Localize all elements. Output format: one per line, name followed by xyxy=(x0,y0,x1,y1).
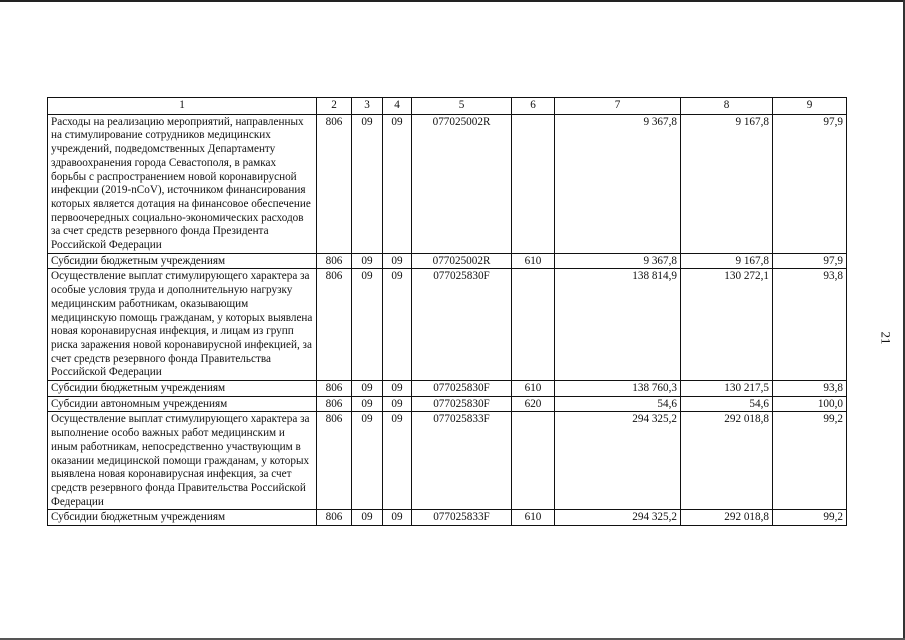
column-header-5: 5 xyxy=(412,98,512,115)
column-header-9: 9 xyxy=(773,98,847,115)
table-row xyxy=(48,510,847,526)
row-name-cell: Осуществление выплат стимулирующего характера за особые условия труда и дополнительную нагрузку медицинским работникам, оказывающим медицинскую помощь гражданам, у которых выявлена новая коронавирусная инфекция, и лицам из групп риска заражения новой коронавирусной инфекцией, за счет средств резервного фонда Правительства Российской Федерации xyxy=(48,269,317,381)
execution-percent-cell: 100,0 xyxy=(773,396,847,412)
expense-type-cell xyxy=(512,114,555,253)
expense-type-cell xyxy=(512,269,555,381)
target-article-cell: 077025830F xyxy=(412,396,512,412)
section-code-cell: 09 xyxy=(352,396,383,412)
section-code-cell: 09 xyxy=(352,412,383,510)
executed-amount-cell: 292 018,8 xyxy=(681,510,773,526)
subsection-code-cell: 09 xyxy=(383,412,412,510)
expense-type-cell: 610 xyxy=(512,381,555,397)
section-code-cell: 09 xyxy=(352,381,383,397)
subsection-code-cell: 09 xyxy=(383,253,412,269)
executed-amount-cell: 130 272,1 xyxy=(681,269,773,381)
table-row xyxy=(48,114,847,253)
target-article-cell: 077025830F xyxy=(412,269,512,381)
planned-amount-cell: 138 760,3 xyxy=(555,381,681,397)
target-article-cell: 077025002R xyxy=(412,114,512,253)
planned-amount-cell: 9 367,8 xyxy=(555,253,681,269)
planned-amount-cell: 138 814,9 xyxy=(555,269,681,381)
page-number: 21 xyxy=(878,331,894,345)
section-code-cell: 09 xyxy=(352,114,383,253)
execution-percent-cell: 97,9 xyxy=(773,253,847,269)
executed-amount-cell: 130 217,5 xyxy=(681,381,773,397)
row-name-cell: Расходы на реализацию мероприятий, направленных на стимулирование сотрудников медицинских учреждений, подведомственных Департаменту здравоохранения города Севастополя, в рамках борьбы с распространением новой коронавирусной инфекции (2019-nCoV), источником финансирования которых является дотация на финансовое обеспечение первоочередных социально-экономических расходов за счет средств резервного фонда Президента Российской Федерации xyxy=(48,114,317,253)
ministry-code-cell: 806 xyxy=(317,114,352,253)
planned-amount-cell: 294 325,2 xyxy=(555,510,681,526)
execution-percent-cell: 93,8 xyxy=(773,381,847,397)
table-row xyxy=(48,381,847,397)
planned-amount-cell: 9 367,8 xyxy=(555,114,681,253)
subsection-code-cell: 09 xyxy=(383,510,412,526)
section-code-cell: 09 xyxy=(352,269,383,381)
planned-amount-cell: 294 325,2 xyxy=(555,412,681,510)
ministry-code-cell: 806 xyxy=(317,269,352,381)
section-code-cell: 09 xyxy=(352,510,383,526)
column-header-1: 1 xyxy=(48,98,317,115)
column-header-6: 6 xyxy=(512,98,555,115)
column-header-7: 7 xyxy=(555,98,681,115)
row-name-cell: Осуществление выплат стимулирующего характера за выполнение особо важных работ медицинским и иным работникам, непосредственно участвующим в оказании медицинской помощи гражданам, у которых выявлена новая коронавирусная инфекция, за счет средств резервного фонда Правительства Российской Федерации xyxy=(48,412,317,510)
target-article-cell: 077025833F xyxy=(412,510,512,526)
execution-percent-cell: 97,9 xyxy=(773,114,847,253)
table-row xyxy=(48,253,847,269)
ministry-code-cell: 806 xyxy=(317,510,352,526)
execution-percent-cell: 99,2 xyxy=(773,412,847,510)
subsection-code-cell: 09 xyxy=(383,114,412,253)
row-name-cell: Субсидии бюджетным учреждениям xyxy=(48,510,317,526)
executed-amount-cell: 9 167,8 xyxy=(681,114,773,253)
target-article-cell: 077025833F xyxy=(412,412,512,510)
target-article-cell: 077025830F xyxy=(412,381,512,397)
row-name-cell: Субсидии бюджетным учреждениям xyxy=(48,253,317,269)
expense-type-cell: 610 xyxy=(512,253,555,269)
column-header-3: 3 xyxy=(352,98,383,115)
row-name-cell: Субсидии бюджетным учреждениям xyxy=(48,381,317,397)
subsection-code-cell: 09 xyxy=(383,269,412,381)
budget-table xyxy=(47,97,847,526)
execution-percent-cell: 99,2 xyxy=(773,510,847,526)
column-header-8: 8 xyxy=(681,98,773,115)
planned-amount-cell: 54,6 xyxy=(555,396,681,412)
table-row xyxy=(48,269,847,381)
subsection-code-cell: 09 xyxy=(383,396,412,412)
execution-percent-cell: 93,8 xyxy=(773,269,847,381)
target-article-cell: 077025002R xyxy=(412,253,512,269)
executed-amount-cell: 9 167,8 xyxy=(681,253,773,269)
column-header-4: 4 xyxy=(383,98,412,115)
header-row xyxy=(48,98,847,115)
scan-edge-top xyxy=(0,0,905,2)
ministry-code-cell: 806 xyxy=(317,381,352,397)
table-row xyxy=(48,396,847,412)
subsection-code-cell: 09 xyxy=(383,381,412,397)
table-row xyxy=(48,412,847,510)
expense-type-cell: 610 xyxy=(512,510,555,526)
expense-type-cell xyxy=(512,412,555,510)
executed-amount-cell: 54,6 xyxy=(681,396,773,412)
ministry-code-cell: 806 xyxy=(317,396,352,412)
expense-type-cell: 620 xyxy=(512,396,555,412)
column-header-2: 2 xyxy=(317,98,352,115)
executed-amount-cell: 292 018,8 xyxy=(681,412,773,510)
ministry-code-cell: 806 xyxy=(317,412,352,510)
ministry-code-cell: 806 xyxy=(317,253,352,269)
section-code-cell: 09 xyxy=(352,253,383,269)
row-name-cell: Субсидии автономным учреждениям xyxy=(48,396,317,412)
